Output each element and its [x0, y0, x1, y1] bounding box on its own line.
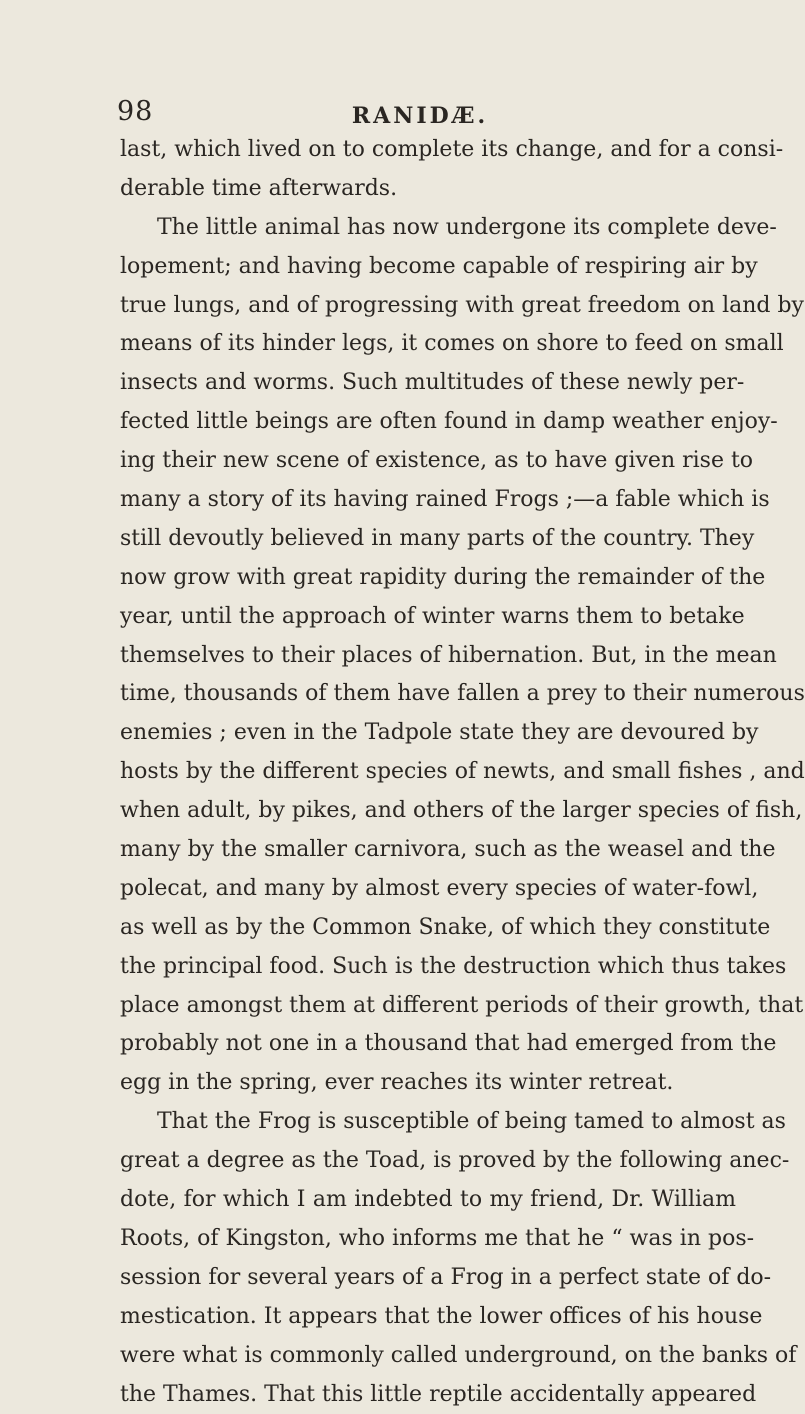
text-line: That the Frog is susceptible of being tamed to almost as	[120, 1103, 736, 1142]
text-line: hosts by the different species of newts, and small fishes , and	[120, 753, 736, 792]
text-line: last, which lived on to complete its change, and for a consi-	[120, 131, 736, 170]
text-line: themselves to their places of hibernation. But, in the mean	[120, 637, 736, 676]
text-line: true lungs, and of progressing with great freedom on land by	[120, 287, 736, 326]
text-line: derable time afterwards.	[120, 170, 736, 209]
body-text	[120, 131, 736, 1414]
running-title: RANIDÆ.	[0, 104, 800, 128]
text-line: the principal food. Such is the destruction which thus takes	[120, 948, 736, 987]
text-line: now grow with great rapidity during the remainder of the	[120, 559, 736, 598]
text-line: place amongst them at different periods of their growth, that	[120, 987, 736, 1026]
page-number: 98	[117, 98, 153, 125]
text-line: The little animal has now undergone its complete deve-	[120, 209, 736, 248]
text-line: ing their new scene of existence, as to have given rise to	[120, 442, 736, 481]
text-line: time, thousands of them have fallen a prey to their numerous	[120, 675, 736, 714]
text-line: Roots, of Kingston, who informs me that he “ was in pos-	[120, 1220, 736, 1259]
text-line: polecat, and many by almost every species of water-fowl,	[120, 870, 736, 909]
text-line: as well as by the Common Snake, of which they constitute	[120, 909, 736, 948]
text-line: probably not one in a thousand that had emerged from the	[120, 1025, 736, 1064]
text-line: great a degree as the Toad, is proved by the following anec-	[120, 1142, 736, 1181]
text-line: many by the smaller carnivora, such as the weasel and the	[120, 831, 736, 870]
text-line: lopement; and having become capable of respiring air by	[120, 248, 736, 287]
text-line: still devoutly believed in many parts of the country. They	[120, 520, 736, 559]
text-line: year, until the approach of winter warns them to betake	[120, 598, 736, 637]
text-line: when adult, by pikes, and others of the larger species of fish,	[120, 792, 736, 831]
text-line: the Thames. That this little reptile accidentally appeared	[120, 1376, 736, 1414]
text-line: session for several years of a Frog in a perfect state of do-	[120, 1259, 736, 1298]
text-line: many a story of its having rained Frogs ;—a fable which is	[120, 481, 736, 520]
text-line: enemies ; even in the Tadpole state they are devoured by	[120, 714, 736, 753]
text-line: means of its hinder legs, it comes on shore to feed on small	[120, 325, 736, 364]
text-line: dote, for which I am indebted to my friend, Dr. William	[120, 1181, 736, 1220]
text-line: fected little beings are often found in damp weather enjoy-	[120, 403, 736, 442]
text-line: insects and worms. Such multitudes of these newly per-	[120, 364, 736, 403]
text-line: egg in the spring, ever reaches its winter retreat.	[120, 1064, 736, 1103]
text-line: mestication. It appears that the lower offices of his house	[120, 1298, 736, 1337]
text-line: were what is commonly called underground, on the banks of	[120, 1337, 736, 1376]
